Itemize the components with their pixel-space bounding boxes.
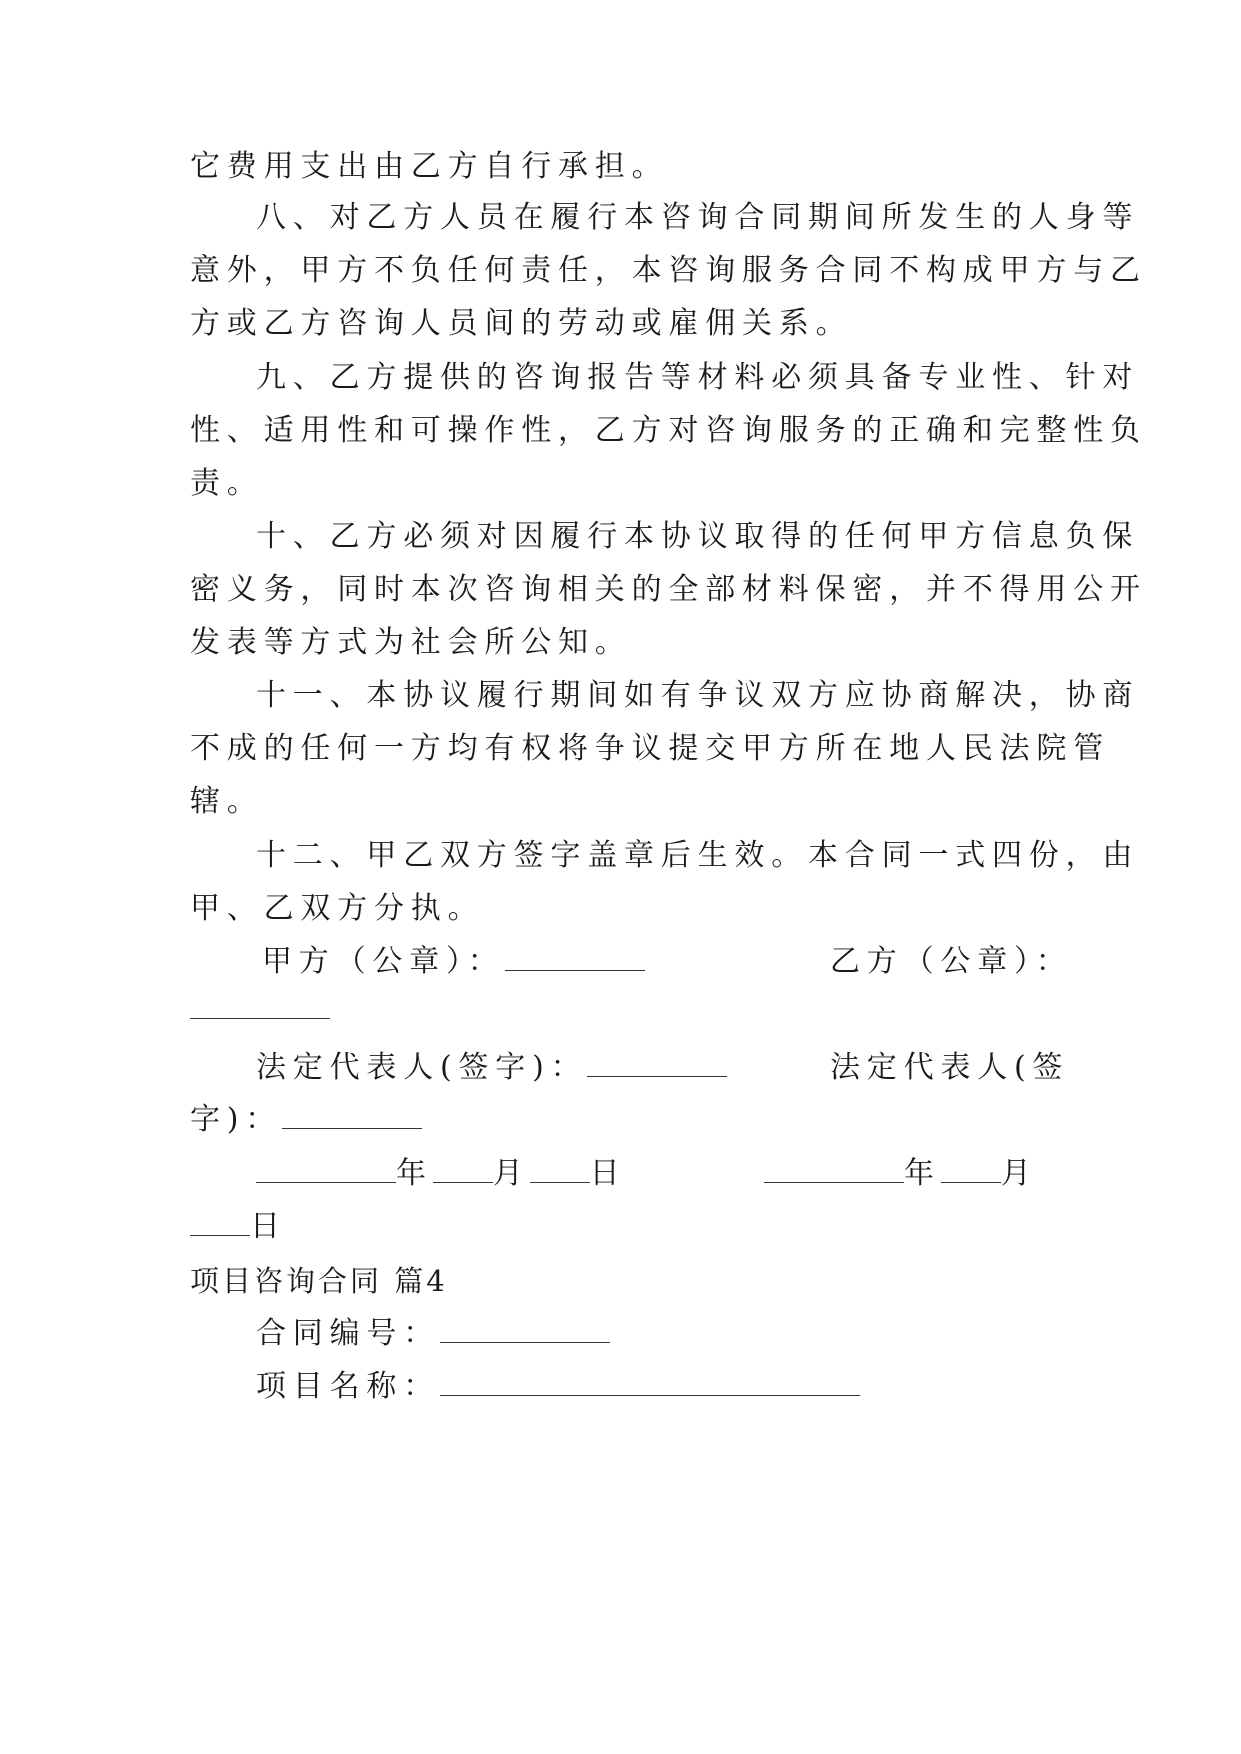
project-name-label: 项目名称： — [256, 1369, 440, 1404]
clause-10-line-2: 密义务，同时本次咨询相关的全部材料保密，并不得用公开 — [190, 572, 1147, 607]
party-a-rep-label: 法定代表人(签字)： — [256, 1050, 588, 1085]
clause-10-line-1: 十、乙方必须对因履行本协议取得的任何甲方信息负保 — [256, 519, 1140, 554]
seal-continuation — [190, 990, 1060, 1030]
party-b-day-label: 日 — [250, 1209, 287, 1244]
party-a-year-blank — [256, 1156, 396, 1183]
contract-number-label: 合同编号： — [256, 1316, 440, 1351]
clause-12-line-1: 十二、甲乙双方签字盖章后生效。本合同一式四份，由 — [256, 838, 1140, 873]
party-a-day-blank — [530, 1156, 590, 1183]
party-a-rep-blank — [587, 1050, 727, 1077]
party-a-day-label: 日 — [589, 1156, 627, 1191]
clause-10-line-3: 发表等方式为社会所公知。 — [190, 625, 632, 660]
contract-number-blank — [440, 1316, 610, 1343]
clause-8-line-3: 方或乙方咨询人员间的劳动或雇佣关系。 — [190, 306, 853, 341]
party-b-rep-label-cont: 字)： — [190, 1102, 283, 1137]
party-b-month-label: 月 — [1000, 1156, 1038, 1191]
date-row — [256, 1154, 1060, 1194]
rep-row — [256, 1048, 1070, 1088]
party-b-seal-label: 乙方（公章）： — [830, 944, 1073, 979]
party-b-year-blank — [764, 1156, 904, 1183]
party-a-seal-blank — [505, 944, 645, 971]
clause-11-line-1: 十一、本协议履行期间如有争议双方应协商解决，协商 — [256, 678, 1140, 713]
clause-11-line-2: 不成的任何一方均有权将争议提交甲方所在地人民法院管 — [190, 731, 1110, 766]
clause-9-line-3: 责。 — [190, 466, 264, 501]
clause-12-line-2: 甲、乙双方分执。 — [190, 891, 485, 926]
party-b-year-label: 年 — [904, 1156, 941, 1191]
clause-8-line-2: 意外，甲方不负任何责任，本咨询服务合同不构成甲方与乙 — [190, 253, 1147, 288]
clause-11-line-3: 辖。 — [190, 784, 264, 819]
clause-9-line-2: 性、适用性和可操作性，乙方对咨询服务的正确和完整性负 — [190, 413, 1147, 448]
clause-9-line-1: 九、乙方提供的咨询报告等材料必须具备专业性、针对 — [256, 360, 1140, 395]
party-b-date — [764, 1154, 1038, 1194]
contract-number-row — [256, 1314, 1060, 1354]
party-a-seal-label: 甲方（公章）： — [262, 944, 505, 979]
party-b-day-blank — [190, 1209, 250, 1236]
party-a-month-blank — [433, 1156, 493, 1183]
party-b-rep-label: 法定代表人(签 — [830, 1050, 1070, 1085]
paragraph-continuation: 它费用支出由乙方自行承担。 — [190, 149, 669, 184]
seal-row — [262, 942, 1073, 982]
clause-8-line-1: 八、对乙方人员在履行本咨询合同期间所发生的人身等 — [256, 200, 1140, 235]
party-a-year-label: 年 — [396, 1156, 433, 1191]
party-b-month-blank — [941, 1156, 1001, 1183]
project-name-blank — [440, 1369, 860, 1396]
party-a-month-label: 月 — [492, 1156, 530, 1191]
project-name-row — [256, 1367, 1060, 1407]
party-b-seal-blank — [190, 992, 330, 1019]
rep-continuation — [190, 1100, 1060, 1140]
party-b-rep-blank — [282, 1102, 422, 1129]
date-continuation — [190, 1207, 1060, 1247]
section-heading: 项目咨询合同 篇4 — [190, 1264, 448, 1298]
